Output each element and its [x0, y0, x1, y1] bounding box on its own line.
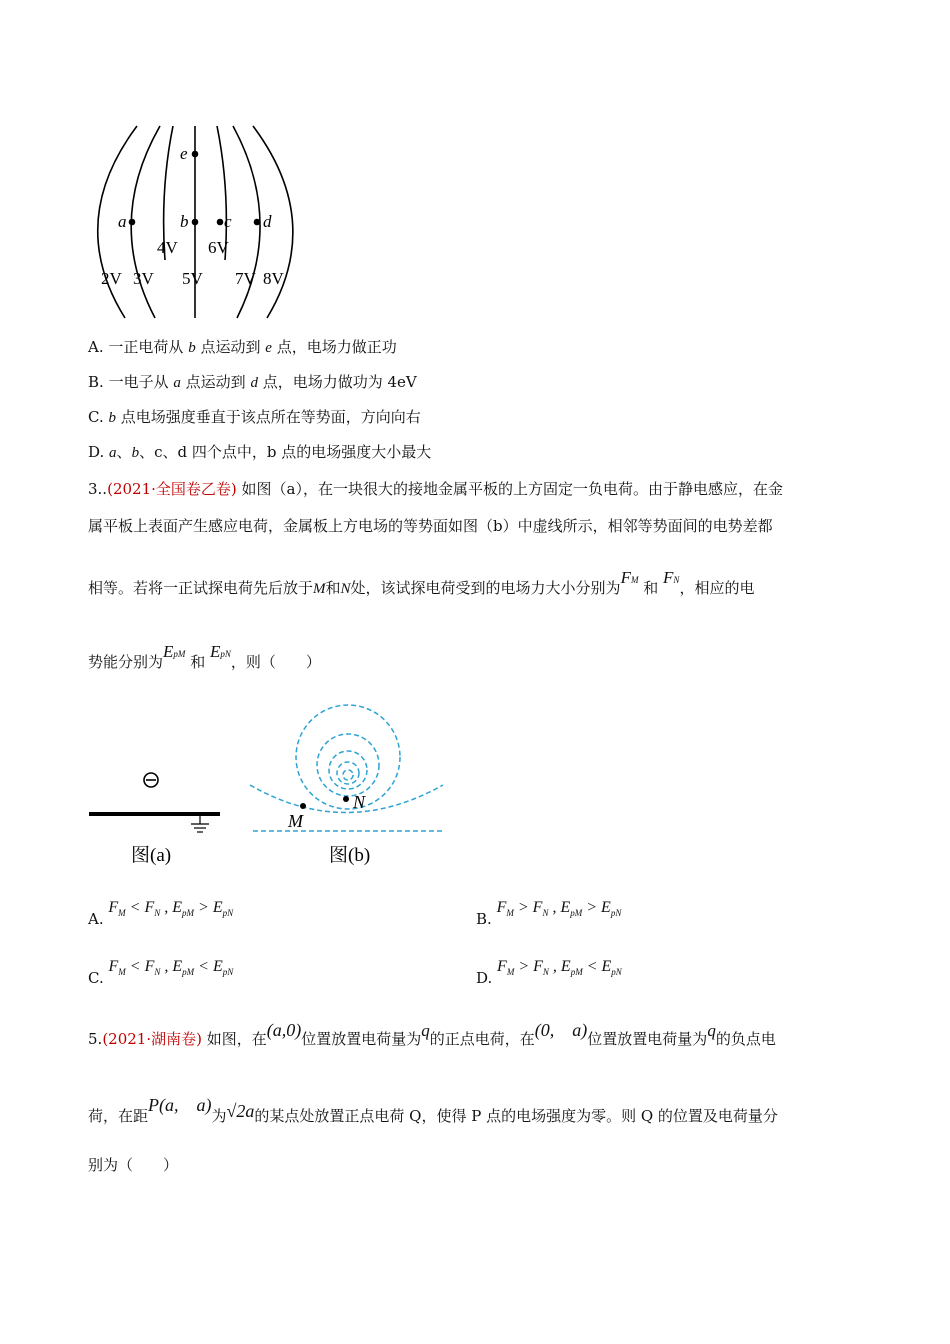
- option-a-expression: $F_M < F_N$ , $E_{pM} > E_{pN}$: [108, 899, 234, 919]
- q3-option-d: D. $F_M > F_N$ , $E_{pM} < E_{pN}$: [476, 958, 622, 987]
- label-m: M: [288, 811, 303, 831]
- point-b: [192, 219, 199, 226]
- label-c: c: [224, 212, 232, 231]
- figure-b: [245, 690, 450, 870]
- figure-b-label: 图(b): [329, 845, 371, 866]
- q3-line-3: 相等。若将一正试探电荷先后放于M和N处，该试探电荷受到的电场力大小分别为FM 和 FN，相应的电: [88, 568, 755, 597]
- label-6v: 6V: [208, 238, 229, 257]
- point-d: [254, 219, 261, 226]
- question-number: 3..: [88, 480, 108, 498]
- q3-line-1: 3..(2021·全国卷乙卷) 如图（a），在一块很大的接地金属平板的上方固定一负电荷。由于静电感应，在金: [88, 480, 783, 498]
- equipotential-circle-4: [337, 762, 359, 784]
- q2-option-a: A. 一正电荷从 b 点运动到 e 点，电场力做正功: [88, 338, 397, 356]
- point-e: [192, 151, 199, 158]
- label-3v: 3V: [133, 269, 154, 288]
- label-a: a: [118, 212, 127, 231]
- point-c: [217, 219, 224, 226]
- figure-a-label: 图(a): [131, 845, 172, 866]
- q2-option-b: B. 一电子从 a 点运动到 d 点，电场力做功为 4eV: [88, 373, 417, 391]
- equipotential-circle-2: [317, 734, 379, 796]
- point-a: [129, 219, 136, 226]
- question-number: 5.: [88, 1030, 103, 1048]
- q3-line-4: 势能分别为EpM 和 EpN，则（ ）: [88, 642, 321, 671]
- label-8v: 8V: [263, 269, 284, 288]
- point-n: [343, 796, 349, 802]
- q3-option-a: A. $F_M < F_N$ , $E_{pM} > E_{pN}$: [88, 899, 234, 928]
- metal-plate: [89, 812, 220, 816]
- label-d: d: [263, 212, 272, 231]
- q5-line-3: 别为（ ）: [88, 1156, 179, 1174]
- q5-line-1: 5.(2021·湖南卷) 如图，在(a,0)位置放置电荷量为q的正点电荷，在(0, a)位置放置电荷量为q的负点电: [88, 1020, 776, 1048]
- label-7v: 7V: [235, 269, 256, 288]
- label-b: b: [180, 212, 189, 231]
- q3-line-2: 属平板上表面产生感应电荷，金属板上方电场的等势面如图（b）中虚线所示，相邻等势面间的电势差都: [88, 517, 773, 535]
- equipotential-circle-5: [343, 770, 353, 780]
- option-b-expression: $F_M > F_N$ , $E_{pM} > E_{pN}$: [496, 899, 622, 919]
- option-c-expression: $F_M < F_N$ , $E_{pM} < E_{pN}$: [108, 958, 234, 978]
- q3-option-c: C. $F_M < F_N$ , $E_{pM} < E_{pN}$: [88, 958, 234, 987]
- label-n: N: [353, 792, 366, 812]
- label-e: e: [180, 144, 188, 163]
- label-5v: 5V: [182, 269, 203, 288]
- question-source: (2021·全国卷乙卷): [107, 480, 237, 498]
- figure-a: [85, 760, 235, 870]
- equipotential-circle-1: [296, 705, 400, 809]
- equipotential-figure: [85, 120, 315, 325]
- label-4v: 4V: [157, 238, 178, 257]
- label-2v: 2V: [101, 269, 122, 288]
- q3-option-b: B. $F_M > F_N$ , $E_{pM} > E_{pN}$: [476, 899, 622, 928]
- q2-option-c: C. b 点电场强度垂直于该点所在等势面，方向向右: [88, 408, 421, 426]
- option-d-expression: $F_M > F_N$ , $E_{pM} < E_{pN}$: [497, 958, 622, 978]
- point-m: [300, 803, 306, 809]
- q2-option-d: D. a、b、c、d 四个点中，b 点的电场强度大小最大: [88, 443, 432, 461]
- equipotential-3v: [131, 126, 160, 318]
- q5-line-2: 荷，在距P(a, a)为√2a的某点处放置正点电荷 Q，使得 P 点的电场强度为零。则 Q 的位置及电荷量分: [88, 1095, 778, 1125]
- question-source: (2021·湖南卷): [102, 1030, 202, 1048]
